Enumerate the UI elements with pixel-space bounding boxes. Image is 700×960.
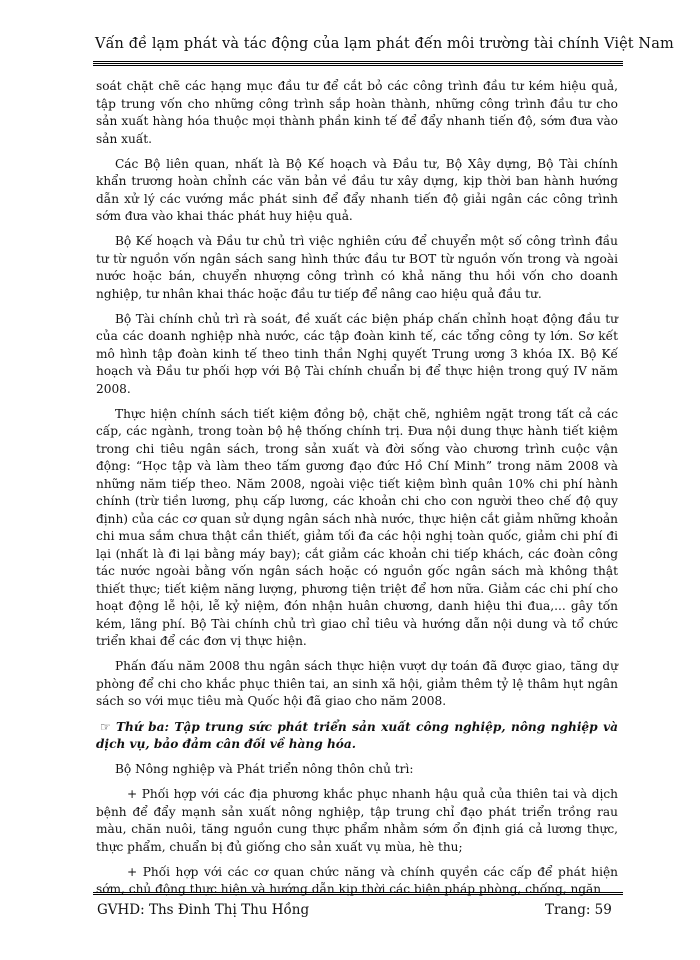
paragraph-3: Bộ Kế hoạch và Đầu tư chủ trì việc nghiên cứu để chuyển một số công trình đầu tư từ nguồn vốn ngân sách sang hình thức đầu tư BOT từ nguồn vốn trong và ngoài nước hoặc bán, chuyển nhượng công trình có khả năng thu hồi vốn cho doanh nghiệp, tư nhân khai thác hoặc đầu tư tiếp để nâng cao hiệu quả đầu tư. bbox=[96, 234, 618, 301]
section-heading-text: Thứ ba: Tập trung sức phát triển sản xuất công nghiệp, nông nghiệp và dịch vụ, bảo đảm cân đối về hàng hóa. bbox=[96, 719, 618, 752]
header-divider bbox=[93, 61, 623, 66]
footer-divider bbox=[93, 892, 623, 895]
section-paragraph-3: + Phối hợp với các cơ quan chức năng và chính quyền các cấp để phát hiện sớm, chủ động thực hiện và hướng dẫn kịp thời các biện pháp phòng, chống, ngăn bbox=[96, 864, 618, 897]
page-header-title: Vấn đề lạm phát và tác động của lạm phát đến môi trường tài chính Việt Nam bbox=[95, 36, 674, 52]
pointing-hand-icon: ☞ bbox=[100, 719, 111, 734]
paragraph-2: Các Bộ liên quan, nhất là Bộ Kế hoạch và Đầu tư, Bộ Xây dựng, Bộ Tài chính khẩn trương hoàn chỉnh các văn bản về đầu tư xây dựng, kịp thời ban hành hướng dẫn xử lý các vướng mắc phát sinh để đẩy nhanh tiến độ giải ngân các công trình sớm đưa vào khai thác phát huy hiệu quả. bbox=[96, 156, 618, 224]
paragraph-6: Phấn đấu năm 2008 thu ngân sách thực hiện vượt dự toán đã được giao, tăng dự phòng để chi cho khắc phục thiên tai, an sinh xã hội, giảm thêm tỷ lệ thâm hụt ngân sách so với mục tiêu mà Quốc hội đã giao cho năm 2008. bbox=[96, 659, 618, 709]
document-body bbox=[96, 78, 618, 906]
section-paragraph-2: + Phối hợp với các địa phương khắc phục nhanh hậu quả của thiên tai và dịch bệnh để đẩy mạnh sản xuất nông nghiệp, tập trung chỉ đạo phát triển trồng rau màu, chăn nuôi, tăng nguồn cung thực phẩm nhằm sớm ổn định giá cả lương thực, thực phẩm, chuẩn bị đủ giống cho sản xuất vụ mùa, hè thu; bbox=[96, 787, 618, 854]
footer-advisor: GVHD: Ths Đinh Thị Thu Hồng bbox=[97, 902, 310, 918]
paragraph-1: soát chặt chẽ các hạng mục đầu tư để cắt bỏ các công trình đầu tư kém hiệu quả, tập trung vốn cho những công trình sắp hoàn thành, những công trình đầu tư cho sản xuất hàng hóa thuộc mọi thành phần kinh tế để đẩy nhanh tiến độ, sớm đưa vào sản xuất. bbox=[96, 79, 618, 146]
section-heading bbox=[96, 719, 618, 754]
section-paragraph-1: Bộ Nông nghiệp và Phát triển nông thôn chủ trì: bbox=[115, 762, 414, 777]
footer-page-number: Trang: 59 bbox=[545, 902, 612, 918]
paragraph-4: Bộ Tài chính chủ trì rà soát, đề xuất các biện pháp chấn chỉnh hoạt động đầu tư của các doanh nghiệp nhà nước, các tập đoàn kinh tế, các tổng công ty lớn. Sơ kết mô hình tập đoàn kinh tế theo tinh thần Nghị quyết Trung ương 3 khóa IX. Bộ Kế hoạch và Đầu tư phối hợp với Bộ Tài chính chuẩn bị để thực hiện trong quý IV năm 2008. bbox=[96, 311, 618, 396]
paragraph-5: Thực hiện chính sách tiết kiệm đồng bộ, chặt chẽ, nghiêm ngặt trong tất cả các cấp, các ngành, trong toàn bộ hệ thống chính trị. Đưa nội dung thực hành tiết kiệm trong chi tiêu ngân sách, trong sản xuất và đời sống vào chương trình cuộc vận động: “Học tập và làm theo tấm gương đạo đức Hồ Chí Minh” trong năm 2008 và những năm tiếp theo. Năm 2008, ngoài việc tiết kiệm bình quân 10% chi phí hành chính (trừ tiền lương, phụ cấp lương, các khoản chi cho con người theo chế độ quy định) của các cơ quan sử dụng ngân sách nhà nước, thực hiện cắt giảm những khoản chi mua sắm chưa thật cần thiết, giảm tối đa các hội nghị toàn quốc, giảm chi phí đi lại (nhất là đi lại bằng máy bay); cắt giảm các khoản chi tiếp khách, các đoàn công tác nước ngoài bằng vốn ngân sách hoặc có nguồn gốc ngân sách mà không thật thiết thực; tiết kiệm năng lượng, phương tiện triệt để hơn nữa. Giảm các chi phí cho hoạt động lễ hội, lễ kỷ niệm, đón nhận huân chương, danh hiệu thi đua,... gây tốn kém, lãng phí. Bộ Tài chính chủ trì giao chỉ tiêu và hướng dẫn nội dung và tổ chức triển khai để các đơn vị thực hiện. bbox=[96, 406, 618, 649]
